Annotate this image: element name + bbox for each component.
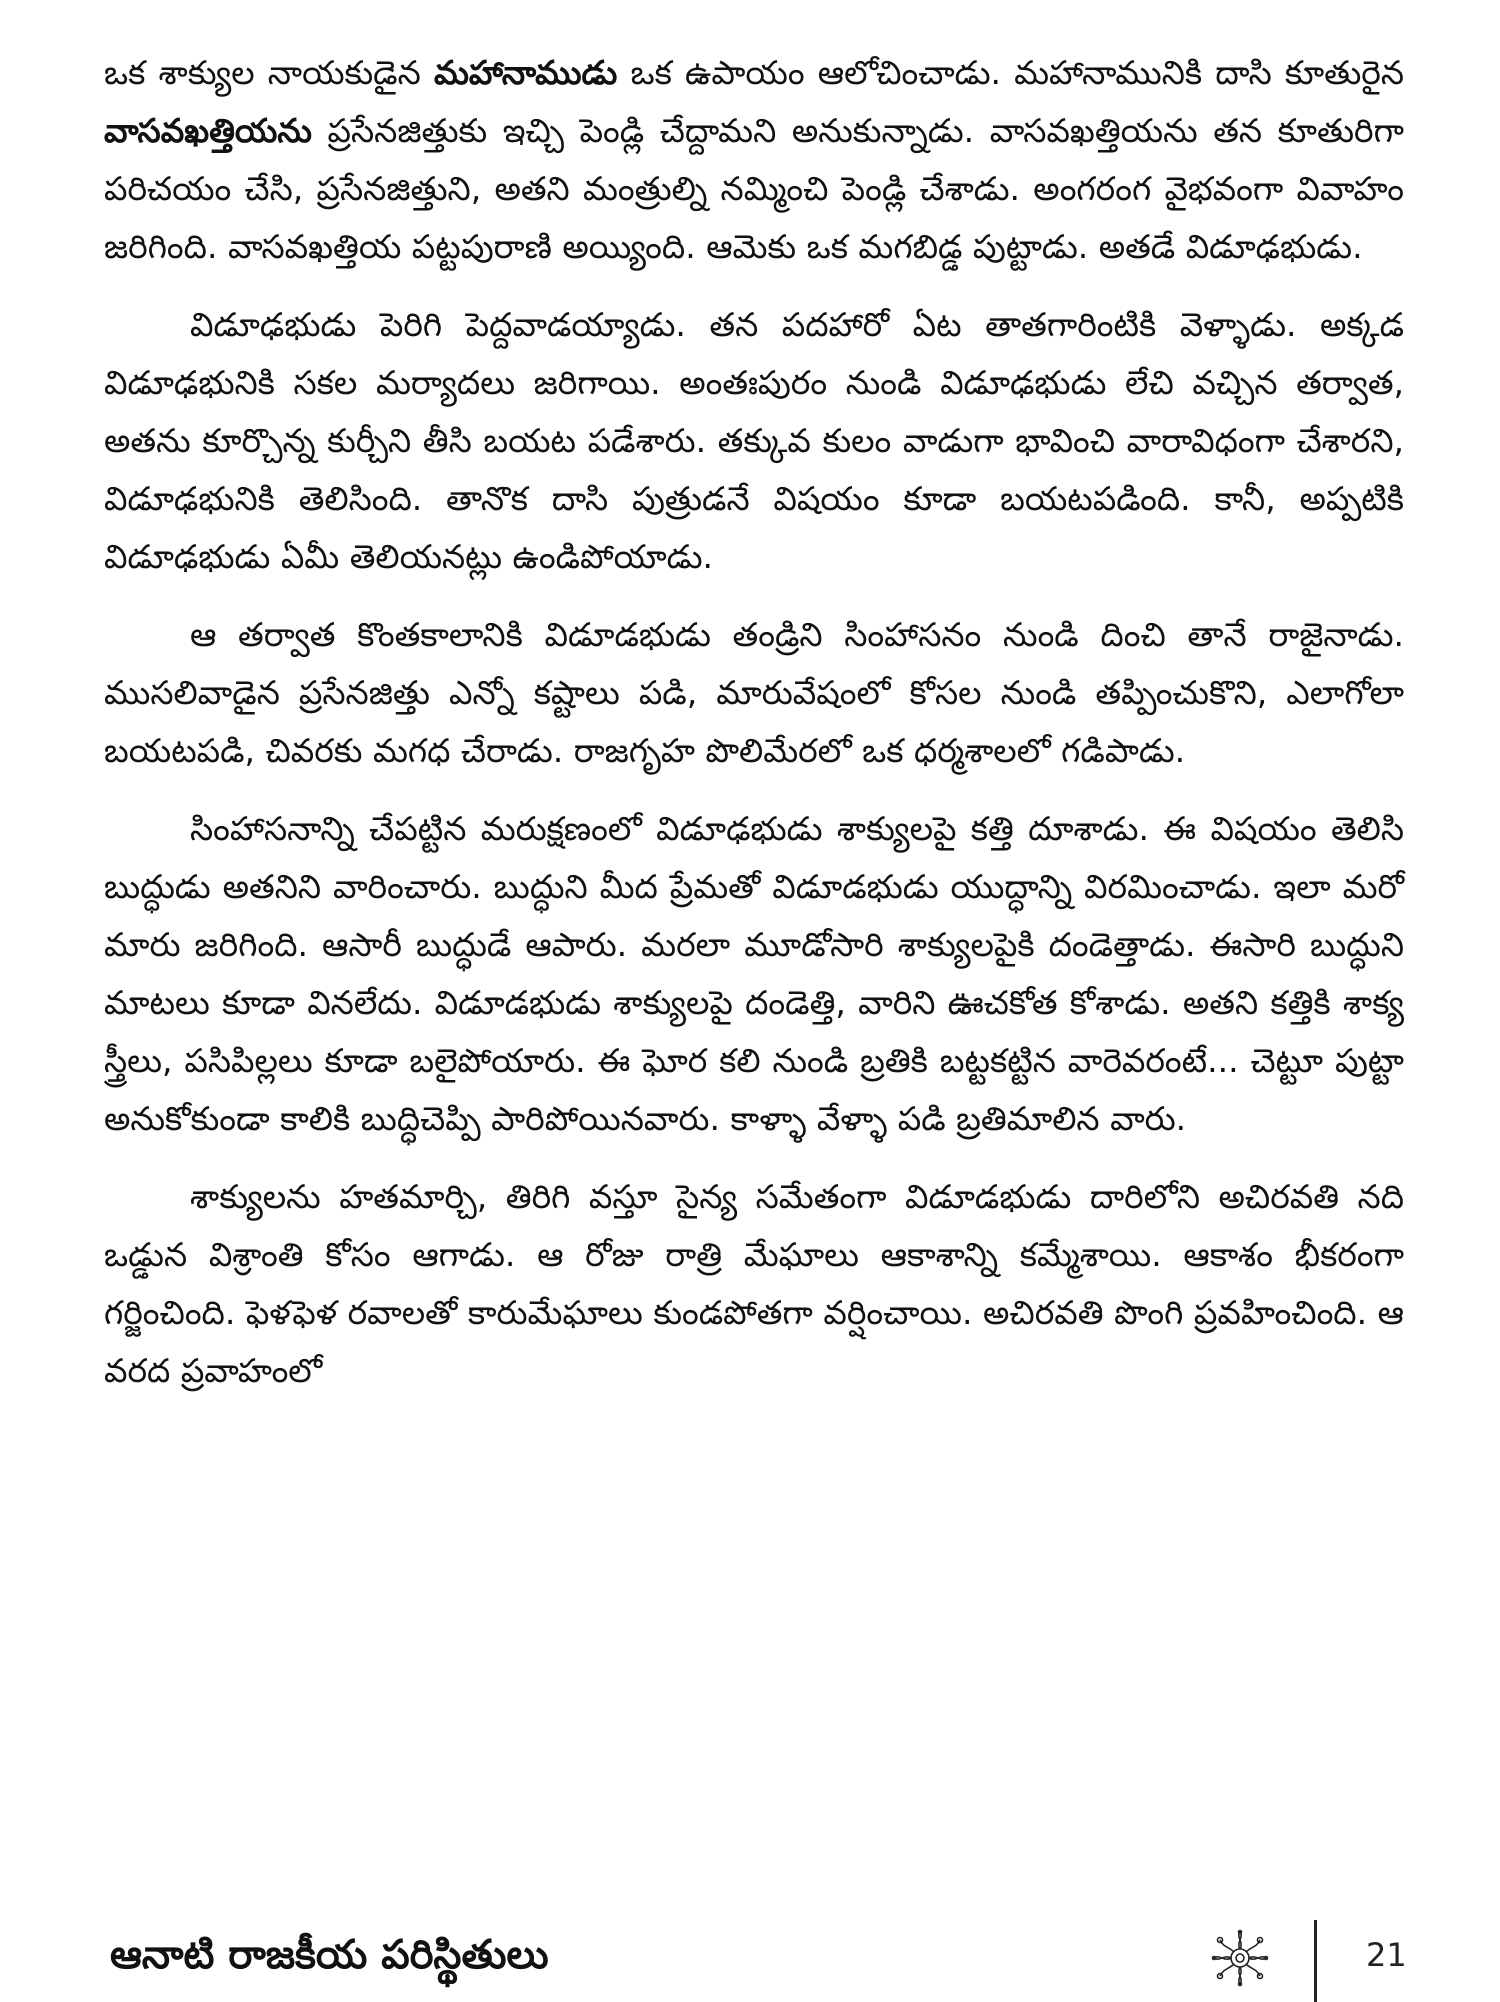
paragraph-text: ఆ తర్వాత కొంతకాలానికి విడూడభుడు తండ్రిని సింహాసనం నుండి దించి తానే రాజైనాడు. ముసలివాడైన ప్రసేనజిత్తు ఎన్నో కష్టాలు పడి, మారువేషంలో కోసల నుండి తప్పించుకొని, ఎలాగోలా బయటపడి, చివరకు మగధ చేరాడు. రాజగృహ పొలిమేరలో ఒక ధర్మశాలలో గడిపాడు.: [104, 615, 1404, 770]
paragraph: [104, 44, 1404, 276]
paragraph-text: ఒక శాక్యుల నాయకుడైన: [104, 53, 434, 92]
paragraph: [104, 1168, 1404, 1400]
paragraph: [104, 606, 1404, 780]
paragraph-text: సింహాసనాన్ని చేపట్టిన మరుక్షణంలో విడూఢభుడు శాక్యులపై కత్తి దూశాడు. ఈ విషయం తెలిసి బుద్ధుడు అతనిని వారించారు. బుద్ధుని మీద ప్రేమతో విడూడభుడు యుద్ధాన్ని విరమించాడు. ఇలా మరో మారు జరిగింది. ఆసారీ బుద్ధుడే ఆపారు. మరలా మూడోసారి శాక్యులపైకి దండెత్తాడు. ఈసారి బుద్ధుని మాటలు కూడా వినలేదు. విడూడభుడు శాక్యులపై దండెత్తి, వారిని ఊచకోత కోశాడు. అతని కత్తికి శాక్య స్త్రీలు, పసిపిల్లలు కూడా బలైపోయారు. ఈ ఘోర కలి నుండి బ్రతికి బట్టకట్టిన వారెవరంటే... చెట్టూ పుట్టా అనుకోకుండా కాలికి బుద్ధిచెప్పి పారిపోయినవారు. కాళ్ళా వేళ్ళా పడి బ్రతిమాలిన వారు.: [104, 809, 1404, 1138]
paragraph-text: ప్రసేనజిత్తుకు ఇచ్చి పెండ్లి చేద్దామని అనుకున్నాడు. వాసవఖత్తియను తన కూతురిగా పరిచయం చేసి, ప్రసేనజిత్తుని, అతని మంత్రుల్ని నమ్మించి పెండ్లి చేశాడు. అంగరంగ వైభవంగా వివాహం జరిగింది. వాసవఖత్తియ పట్టపురాణి అయ్యింది. ఆమెకు ఒక మగబిడ్డ పుట్టాడు. అతడే విడూఢభుడు.: [104, 111, 1404, 266]
paragraph: [104, 800, 1404, 1148]
paragraph: [104, 296, 1404, 586]
page-body: [104, 44, 1404, 1420]
bold-name-text: వాసవఖత్తియను: [104, 111, 312, 150]
footer-divider: [1314, 1920, 1317, 2002]
paragraph-text: విడూఢభుడు పెరిగి పెద్దవాడయ్యాడు. తన పదహారో ఏట తాతగారింటికి వెళ్ళాడు. అక్కడ విడూఢభునికి సకల మర్యాదలు జరిగాయి. అంతఃపురం నుండి విడూఢభుడు లేచి వచ్చిన తర్వాత, అతను కూర్చొన్న కుర్చీని తీసి బయట పడేశారు. తక్కువ కులం వాడుగా భావించి వారావిధంగా చేశారని, విడూఢభునికి తెలిసింది. తానొక దాసి పుత్రుడనే విషయం కూడా బయటపడింది. కానీ, అప్పటికి విడూఢభుడు ఏమీ తెలియనట్లు ఉండిపోయాడు.: [104, 305, 1404, 576]
running-title: ఆనాటి రాజకీయ పరిస్థితులు: [110, 1932, 549, 1978]
page-number: 21: [1366, 1936, 1407, 1974]
bold-name-text: మహానాముడు: [433, 53, 618, 92]
page-footer: [104, 1928, 1407, 1992]
floral-ornament-icon: [1210, 1928, 1270, 1988]
paragraph-text: శాక్యులను హతమార్చి, తిరిగి వస్తూ సైన్య సమేతంగా విడూడభుడు దారిలోని అచిరవతి నది ఒడ్డున విశ్రాంతి కోసం ఆగాడు. ఆ రోజు రాత్రి మేఘాలు ఆకాశాన్ని కమ్మేశాయి. ఆకాశం భీకరంగా గర్జించింది. ఫెళఫెళ రవాలతో కారుమేఘాలు కుండపోతగా వర్షించాయి. అచిరవతి పొంగి ప్రవహించింది. ఆ వరద ప్రవాహంలో: [104, 1177, 1404, 1390]
paragraph-text: ఒక ఉపాయం ఆలోచించాడు. మహానామునికి దాసి కూతురైన: [617, 53, 1404, 92]
